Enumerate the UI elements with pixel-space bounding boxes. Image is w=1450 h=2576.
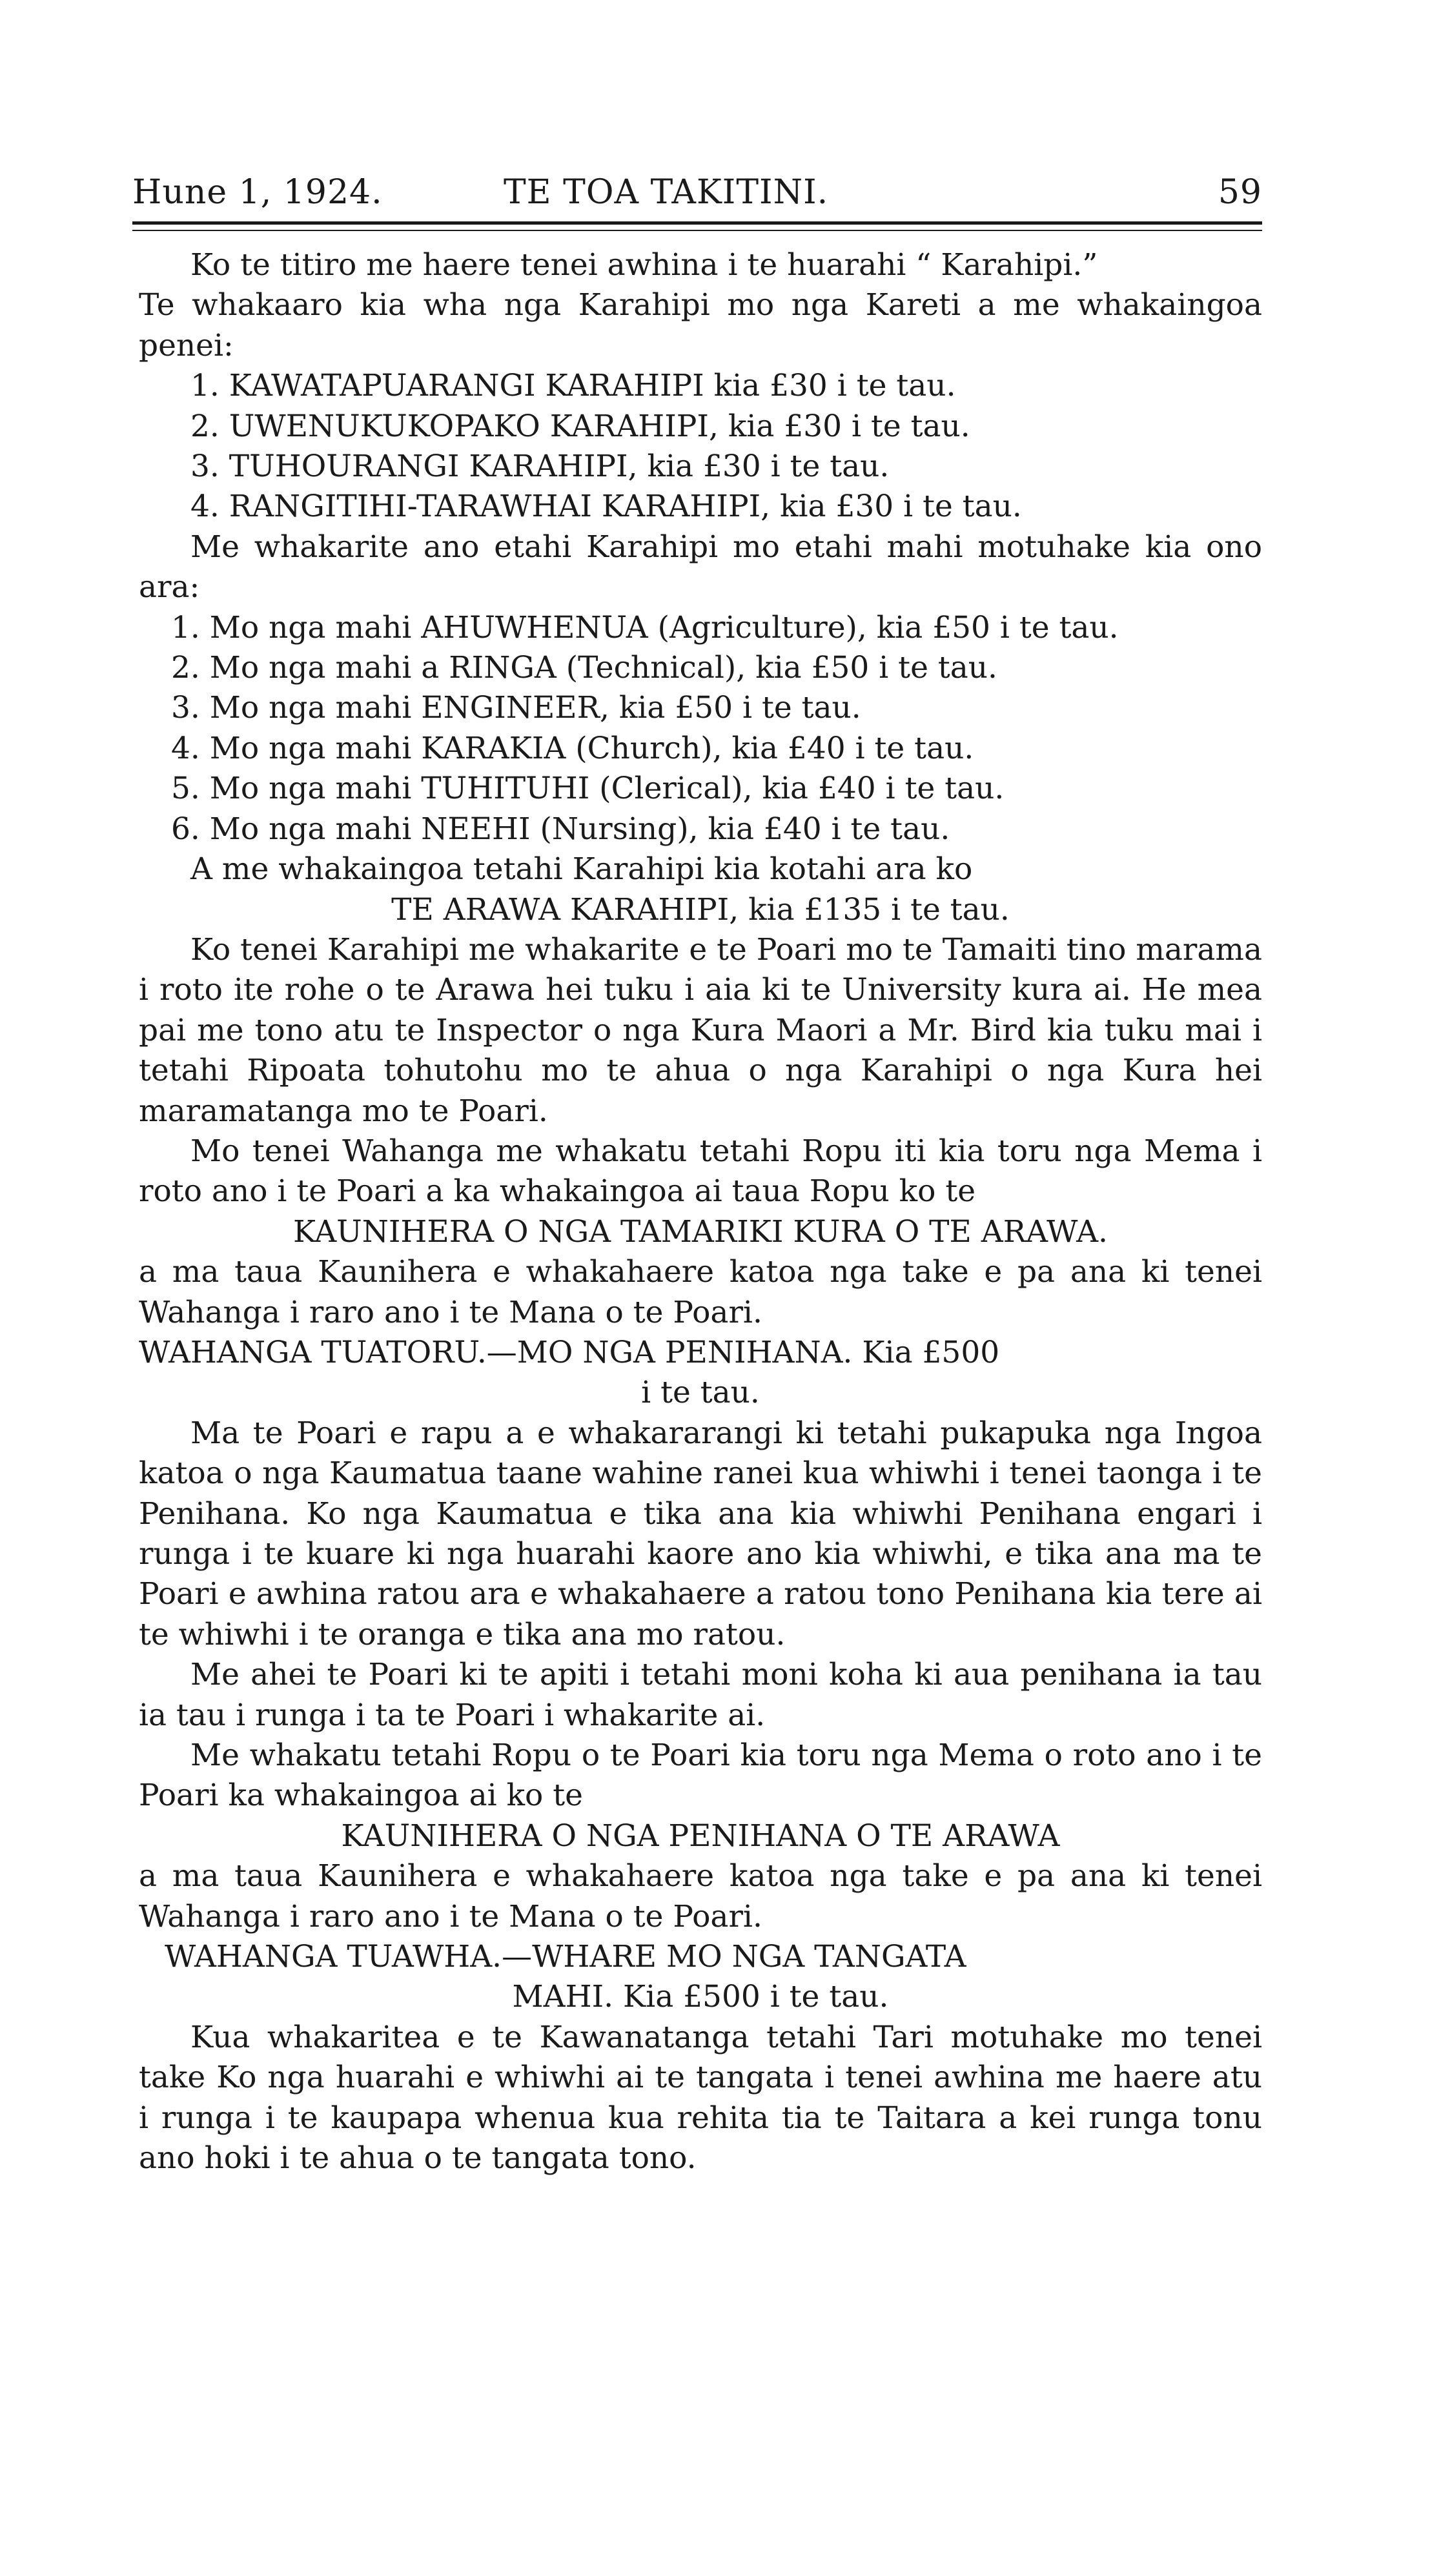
karahipi-item-3: 3. TUHOURANGI KARAHIPI, kia £30 i te tau. [190,449,890,485]
wahanga-tuawha-heading-cont: MAHI. Kia £500 i te tau. [512,1979,889,2015]
kaunihera-tamariki-text: a ma taua Kaunihera e whakahaere katoa nga take e pa ana ki tenei Wahanga i raro ano i te Mana o te Poari. [139,1254,1262,1330]
arawa-intro: A me whakaingoa tetahi Karahipi kia kotahi ara ko [190,851,973,887]
page-number: 59 [1218,173,1262,212]
penihana-paragraph-2: Me ahei te Poari ki te apiti i tetahi moni koha ki aua penihana ia tau ia tau i runga i ta te Poari i whakarite ai. [139,1657,1262,1733]
kaunihera-penihana-text: a ma taua Kaunihera e whakahaere katoa nga take e pa ana ki tenei Wahanga i raro ano i te Mana o te Poari. [139,1858,1262,1934]
motuhake-item-2: 2. Mo nga mahi a RINGA (Technical), kia £50 i te tau. [171,650,997,686]
body-text [139,245,1262,2179]
arawa-paragraph: Ko tenei Karahipi me whakarite e te Poari mo te Tamaiti tino marama i roto ite rohe o te Arawa hei tuku i aia ki te University kura ai. He mea pai me tono atu te Inspector o nga Kura Maori a Mr. Bird kia tuku mai i tetahi Ripoata tohutohu mo te ahua o nga Karahipi o nga Kura hei maramatanga mo te Poari. [139,931,1262,1129]
ropu-tamariki-paragraph: Mo tenei Wahanga me whakatu tetahi Ropu iti kia toru nga Mema i roto ano i te Poari a ka whakaingoa ai taua Ropu ko te [139,1133,1262,1210]
wahanga-tuawha-heading: WAHANGA TUAWHA.—WHARE MO NGA TANGATA [165,1939,966,1975]
kaunihera-penihana-title: KAUNIHERA O NGA PENIHANA O TE ARAWA [341,1818,1060,1854]
penihana-paragraph-1: Ma te Poari e rapu a e whakararangi ki tetahi pukapuka nga Ingoa katoa o nga Kaumatua taane wahine ranei kua whiwhi i tenei taonga i te Penihana. Ko nga Kaumatua e tika ana kia whiwhi Penihana engari i runga i te kuare ki nga huarahi kaore ano kia whiwhi, e tika ana ma te Poari e awhina ratou ara e whakahaere a ratou tono Penihana kia tere ai te whiwhi i te oranga e tika ana mo ratou. [139,1415,1262,1652]
motuhake-item-3: 3. Mo nga mahi ENGINEER, kia £50 i te tau. [171,690,861,726]
penihana-paragraph-3: Me whakatu tetahi Ropu o te Poari kia toru nga Mema o roto ano i te Poari ka whakaingoa ai ko te [139,1738,1262,1814]
karahipi-item-1: 1. KAWATAPUARANGI KARAHIPI kia £30 i te tau. [190,368,956,404]
karahipi-item-4: 4. RANGITIHI-TARAWHAI KARAHIPI, kia £30 i te tau. [190,489,1022,525]
running-header [132,173,1262,219]
motuhake-item-6: 6. Mo nga mahi NEEHI (Nursing), kia £40 i te tau. [171,811,950,847]
kaunihera-tamariki-title: KAUNIHERA O NGA TAMARIKI KURA O TE ARAWA. [292,1213,1108,1250]
arawa-karahipi-title: TE ARAWA KARAHIPI, kia £135 i te tau. [391,891,1010,928]
intro-paragraph: Te whakaaro kia wha nga Karahipi mo nga Kareti a me whakaingoa penei: [139,287,1262,363]
header-title: TE TOA TAKITINI. [504,173,829,212]
motuhake-intro: Me whakarite ano etahi Karahipi mo etahi mahi motuhake kia ono ara: [139,529,1262,605]
motuhake-item-4: 4. Mo nga mahi KARAKIA (Church), kia £40 i te tau. [171,730,974,766]
wahanga-tuatoru-heading-cont: i te tau. [641,1375,760,1411]
header-rule-thick [132,221,1262,225]
whare-paragraph: Kua whakaritea e te Kawanatanga tetahi Tari motuhake mo tenei take Ko nga huarahi e whiwhi ai te tangata i tenei awhina me haere atu i runga i te kaupapa whenua kua rehita tia te Taitara a kei runga tonu ano hoki i te ahua o te tangata tono. [139,2019,1262,2176]
motuhake-item-5: 5. Mo nga mahi TUHITUHI (Clerical), kia £40 i te tau. [171,771,1005,807]
header-date: Hune 1, 1924. [132,173,383,212]
karahipi-item-2: 2. UWENUKUKOPAKO KARAHIPI, kia £30 i te tau. [190,408,970,444]
wahanga-tuatoru-heading: WAHANGA TUATORU.—MO NGA PENIHANA. Kia £500 [139,1334,1000,1370]
motuhake-item-1: 1. Mo nga mahi AHUWHENUA (Agriculture), kia £50 i te tau. [171,609,1119,645]
header-rule-thin [132,230,1262,231]
intro-line: Ko te titiro me haere tenei awhina i te huarahi “ Karahipi.” [190,247,1098,283]
